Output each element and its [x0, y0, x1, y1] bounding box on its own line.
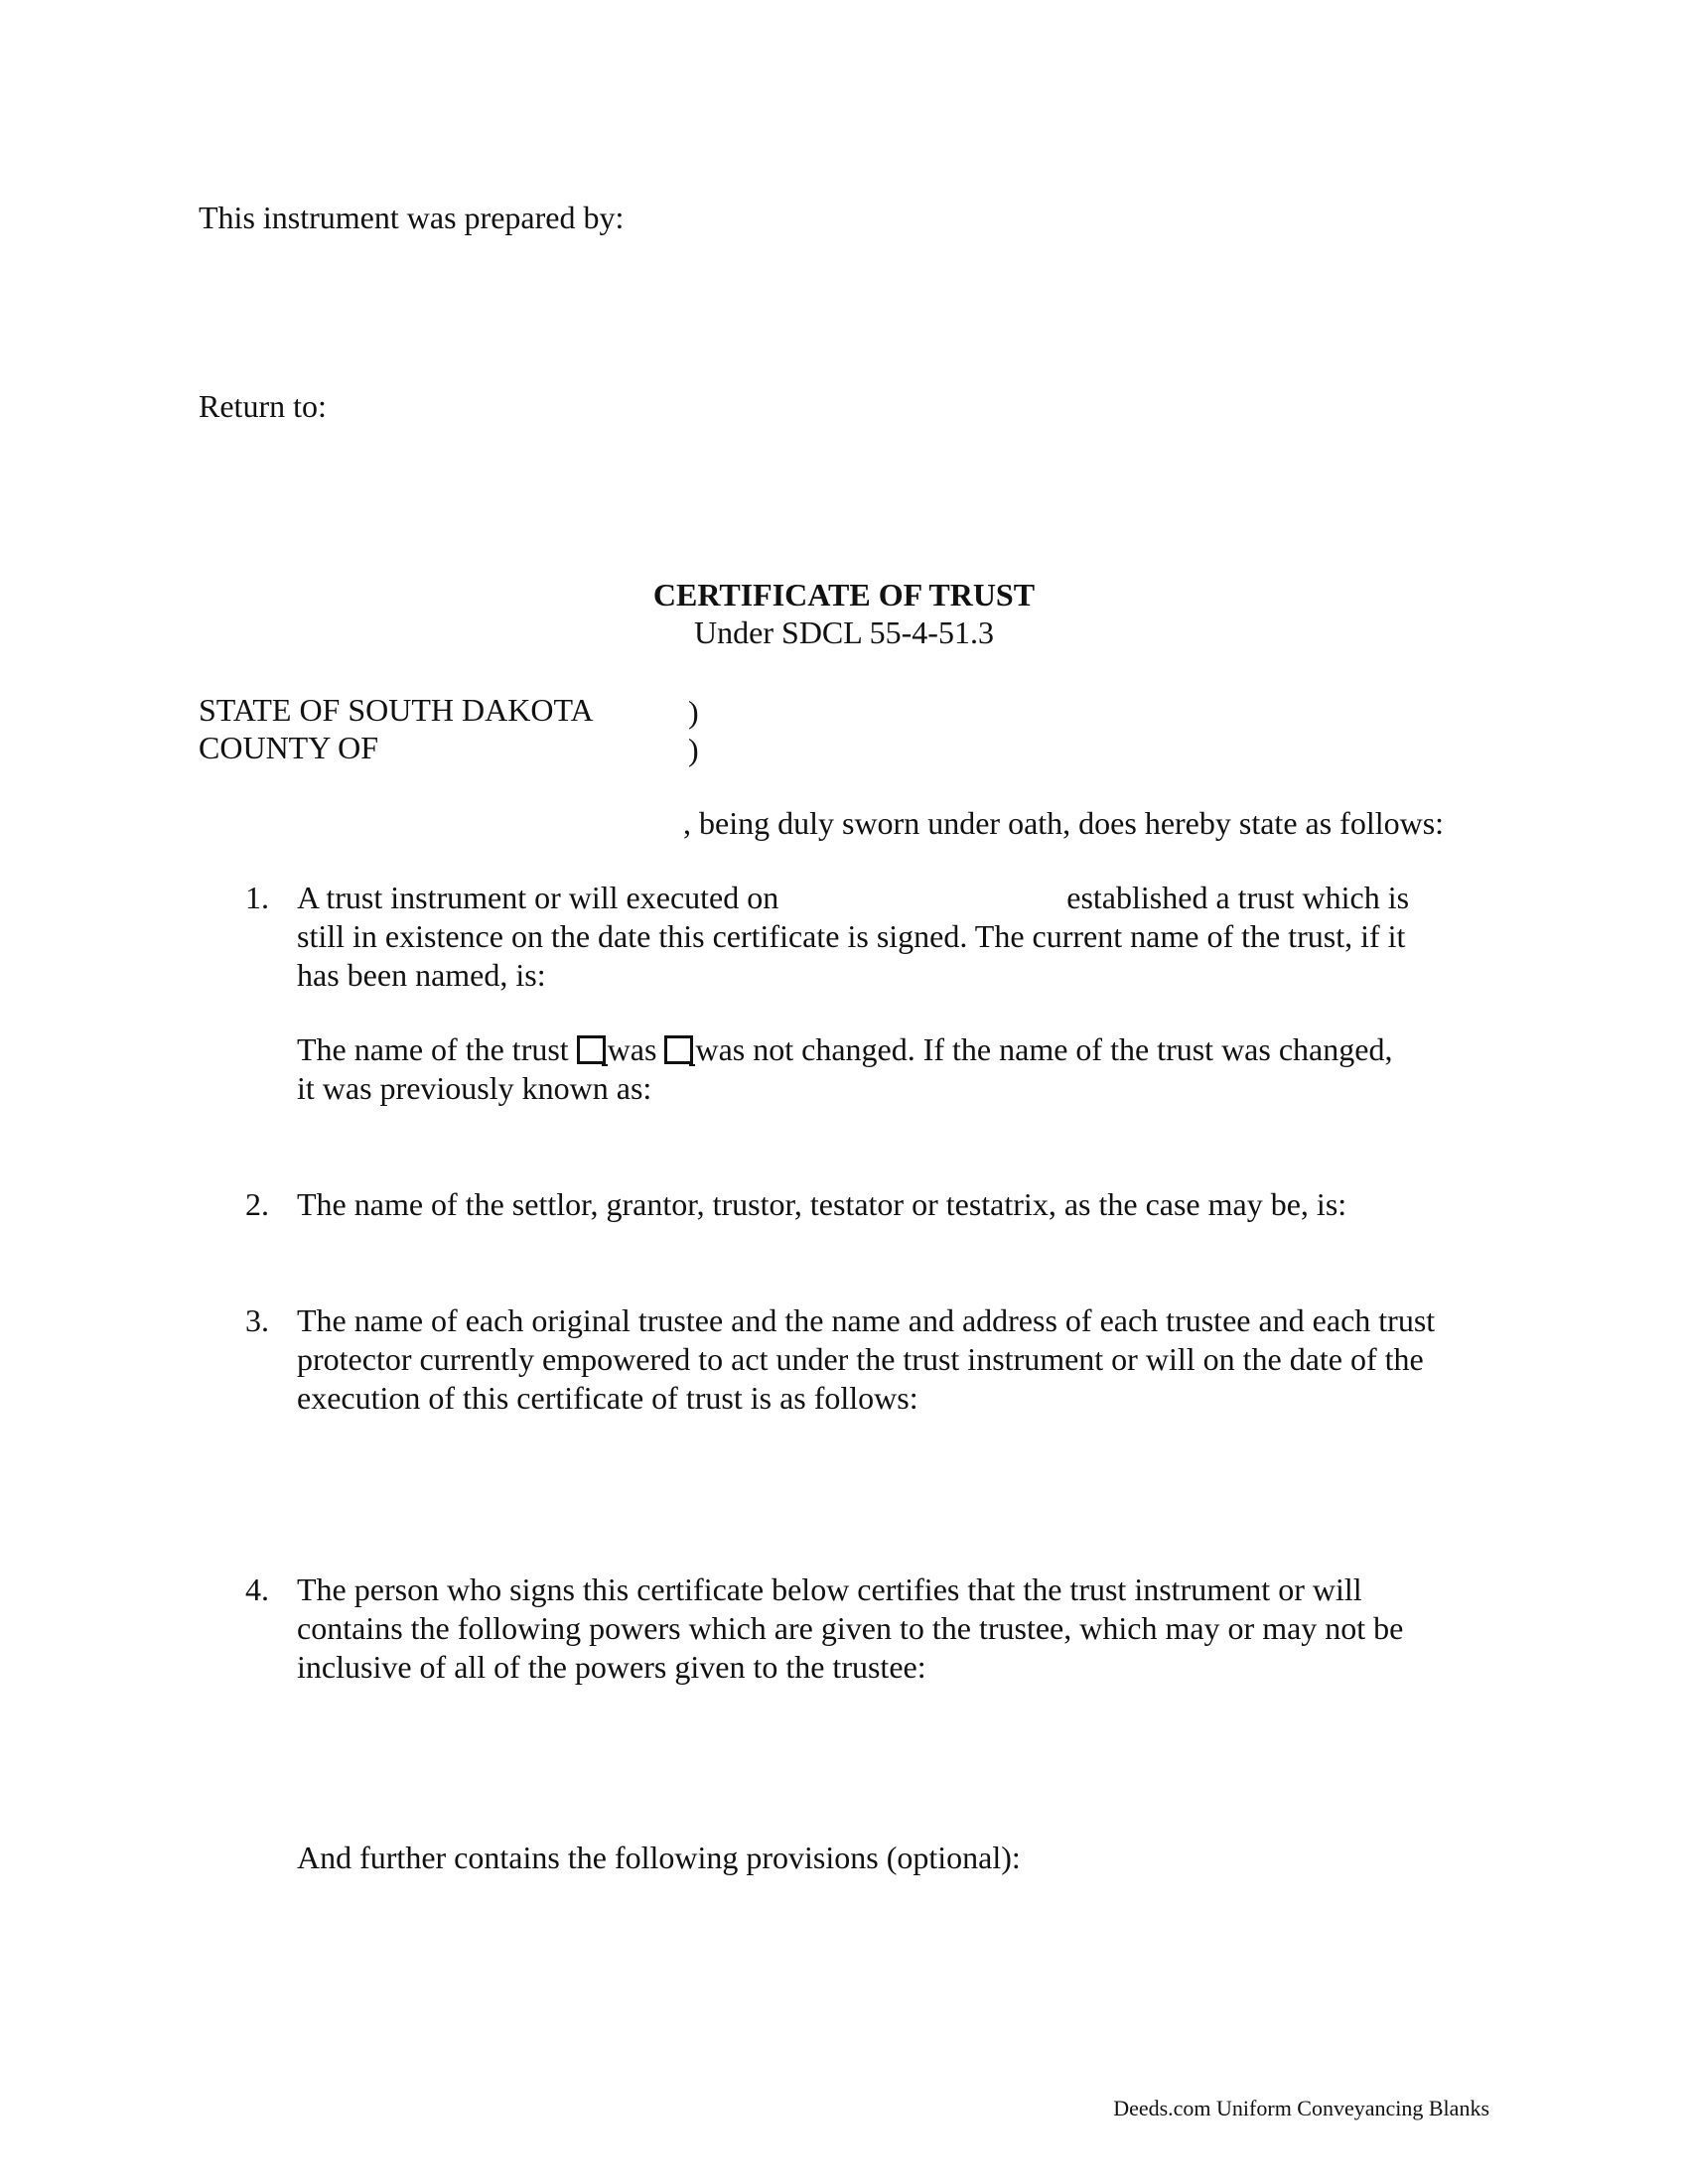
venue-county: COUNTY OF	[199, 730, 379, 765]
item-1-line1a: A trust instrument or will executed on	[297, 880, 779, 915]
item-4-line3: inclusive of all of the powers given to the trustee:	[297, 1649, 926, 1685]
document-subtitle: Under SDCL 55-4-51.3	[694, 614, 994, 650]
affiant-intro: , being duly sworn under oath, does hereby state as follows:	[683, 805, 1445, 841]
item-3-line2: protector currently empowered to act under the trust instrument or will on the date of the	[297, 1341, 1424, 1377]
item-1-text	[297, 879, 1488, 995]
name-change-block	[297, 1030, 1488, 1108]
item-3-number: 3.	[245, 1302, 269, 1338]
return-to-label: Return to:	[199, 388, 327, 424]
item-3-text	[297, 1301, 1488, 1418]
further-provisions	[297, 1839, 1488, 1877]
was-not-option-label: was not changed. If the name of the trust was changed,	[695, 1031, 1393, 1067]
item-1-line2: still in existence on the date this certificate is signed. The current name of the trust, if it	[297, 918, 1406, 954]
item-4-line2: contains the following powers which are given to the trustee, which may or may not be	[297, 1610, 1404, 1646]
name-change-label: The name of the trust	[297, 1031, 569, 1067]
document-title: CERTIFICATE OF TRUST	[652, 577, 1036, 613]
item-4-text	[297, 1570, 1488, 1687]
item-1-line3: has been named, is:	[297, 957, 546, 993]
further-provisions-label: And further contains the following provisions (optional):	[297, 1840, 1021, 1875]
prepared-by-label: This instrument was prepared by:	[199, 200, 625, 235]
item-4-number: 4.	[245, 1571, 269, 1607]
item-2-number: 2.	[245, 1186, 269, 1222]
item-2-text	[297, 1185, 1488, 1224]
venue-paren-county: )	[688, 732, 699, 767]
venue-paren-state: )	[688, 694, 699, 730]
item-1-number: 1.	[245, 880, 269, 915]
item-2-line1: The name of the settlor, grantor, trustor, testator or testatrix, as the case may be, is:	[297, 1186, 1347, 1222]
item-3-line1: The name of each original trustee and the name and address of each trustee and each trust	[297, 1302, 1436, 1338]
item-3-line3: execution of this certificate of trust is as follows:	[297, 1380, 918, 1416]
venue-state: STATE OF SOUTH DAKOTA	[199, 692, 594, 728]
item-1-line1b: established a trust which is	[1066, 880, 1410, 915]
was-option-label: was	[607, 1031, 657, 1067]
was-not-changed-checkbox[interactable]	[664, 1035, 693, 1064]
footer-credit: Deeds.com Uniform Conveyancing Blanks	[1113, 2096, 1489, 2120]
item-4-line1: The person who signs this certificate below certifies that the trust instrument or will	[297, 1571, 1362, 1607]
was-changed-checkbox[interactable]	[577, 1035, 606, 1064]
previous-name-label: it was previously known as:	[297, 1070, 652, 1106]
